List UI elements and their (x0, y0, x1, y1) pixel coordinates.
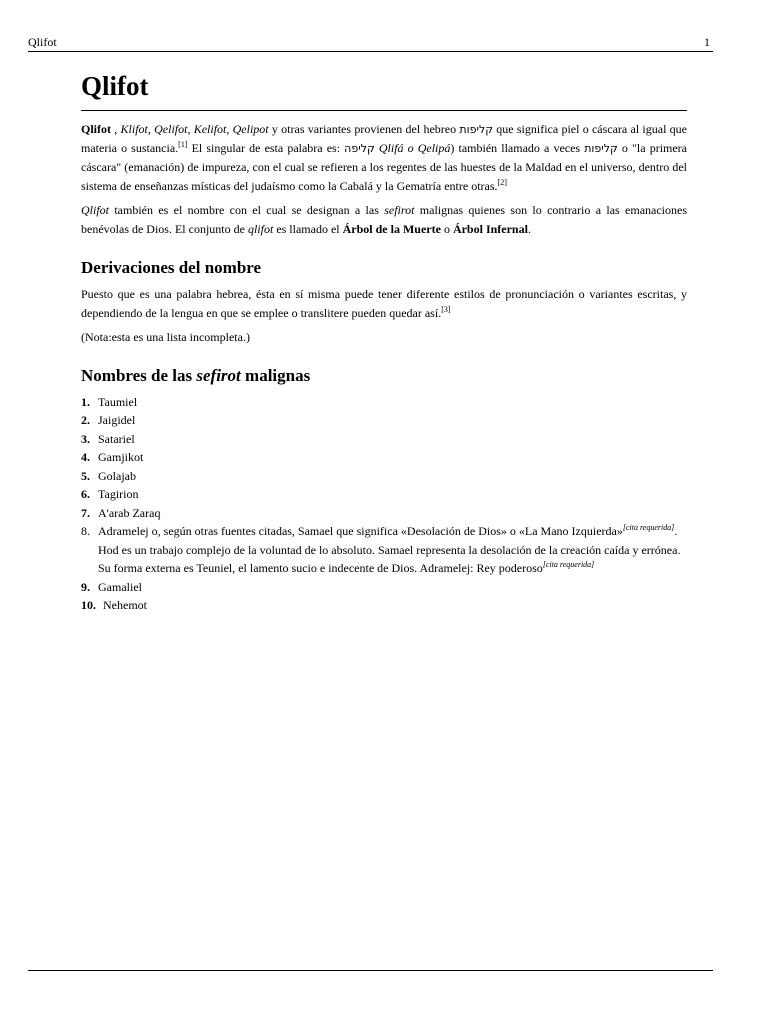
list-item (81, 578, 687, 597)
header-title: Qlifot (28, 35, 57, 49)
list-item-text: Golajab (98, 468, 136, 483)
list-item-text: Nehemot (103, 598, 147, 613)
intro-text-5: o "la primera cáscara" (emanación) de impureza, con el cual se refieren a los regentes de las huestes de la Maldad en el universo, dentro del sistema de enseñanzas místicas del judaísmo como la Cabalá y la Gematría entre otras. (81, 140, 688, 193)
item8-text-2: . Hod es un trabajo complejo de la voluntad de lo absoluto. Samael representa la desolación de la creación caída y errónea. Su forma externa es Teuniel, el lamento sucio e indecente de Dios. Adramelej: Rey poderoso (98, 524, 681, 576)
list-item-number: 1. (81, 394, 90, 409)
list-note: (Nota:esta es una lista incompleta.) (81, 329, 250, 344)
intro-term: Qlifot (81, 121, 111, 136)
list-item (81, 467, 687, 486)
ref-2-link[interactable]: [2] (497, 177, 507, 187)
list-item-text: A'arab Zaraq (98, 505, 161, 520)
intro-text-1: y otras variantes provienen del hebreo (268, 121, 460, 136)
hebrew-plural-2: קליפות (584, 141, 618, 155)
list-item (81, 485, 687, 504)
article-content (81, 70, 687, 615)
arbol-muerte-link[interactable]: Árbol de la Muerte (342, 221, 441, 236)
list-item (81, 411, 687, 430)
list-item (81, 448, 687, 467)
list-item-number: 3. (81, 431, 90, 446)
list-item-number: 9. (81, 579, 90, 594)
p2-sefirot: sefirot (384, 202, 415, 217)
list-item-number: 8. (81, 524, 90, 539)
list-item-adramelej (81, 522, 687, 578)
item8-text-1: Adramelej o, según otras fuentes citadas, Samael que significa «Desolación de Dios» o «La Mano Izquierda» (98, 524, 623, 539)
list-item-text: Jaigidel (98, 413, 136, 428)
p2-text-3: es llamado el (273, 221, 343, 236)
list-item (81, 430, 687, 449)
p2-qlifot: qlifot (247, 221, 274, 236)
list-item-number: 2. (81, 413, 90, 428)
list-item-text: Tagirion (98, 487, 139, 502)
heading-part-a: Nombres de las (81, 365, 197, 385)
intro-sep: , (111, 121, 121, 136)
list-item-text: Taumiel (98, 394, 138, 409)
p2-term: Qlifot (81, 202, 110, 217)
list-item-number: 4. (81, 450, 90, 465)
p2-text-4: o (440, 221, 453, 236)
cita-requerida-2[interactable]: [cita requerida] (542, 560, 595, 570)
intro-text-2: que significa piel o cáscara al igual que materia o sustancia. (81, 121, 688, 155)
footer-rule (28, 970, 713, 971)
p2-text-5: . (527, 221, 531, 236)
list-item (81, 504, 687, 523)
page-title: Qlifot (81, 70, 687, 111)
list-item-number: 7. (81, 505, 90, 520)
list-item-text: Gamjikot (98, 450, 144, 465)
list-item (81, 393, 687, 412)
heading-part-c: malignas (240, 365, 311, 385)
list-item (81, 596, 687, 615)
intro-variants: Klifot, Qelifot, Kelifot, Qelipot (120, 121, 269, 136)
section-derivaciones-heading: Derivaciones del nombre (81, 257, 262, 277)
p2-text-2: malignas quienes son lo contrario a las emanaciones benévolas de Dios. El conjunto de (81, 202, 688, 236)
second-paragraph (81, 201, 687, 239)
ref-3-link[interactable]: [3] (441, 304, 451, 314)
sefirot-list (81, 393, 687, 615)
list-item-number: 10. (81, 598, 96, 613)
heading-part-b: sefirot (196, 365, 241, 385)
intro-paragraph (81, 120, 687, 196)
page-header (28, 35, 713, 52)
section-nombres-heading (81, 365, 687, 387)
cita-requerida-1[interactable]: [cita requerida] (622, 523, 675, 533)
hebrew-singular: קליפה (344, 141, 375, 155)
page-number: 1 (704, 35, 710, 49)
singular-transliteration: Qlifá o Qelipá (378, 140, 451, 155)
list-item-number: 5. (81, 468, 90, 483)
list-item-number: 6. (81, 487, 90, 502)
arbol-infernal-link[interactable]: Árbol Infernal (452, 221, 528, 236)
hebrew-plural: קליפות (459, 122, 494, 136)
ref-1-link[interactable]: [1] (178, 139, 188, 149)
list-item-text: Satariel (98, 431, 135, 446)
derivaciones-text: Puesto que es una palabra hebrea, ésta en sí misma puede tener diferente estilos de pronunciación o variantes escritas, y dependiendo de la lengua en que se emplee o translitere pueden quedar así. (81, 286, 687, 320)
p2-text-1: también es el nombre con el cual se designan a las (109, 202, 385, 217)
list-item-text: Gamaliel (98, 579, 142, 594)
intro-text-3: El singular de esta palabra es: (187, 140, 345, 155)
intro-text-4: ) también llamado a veces (450, 140, 585, 155)
derivaciones-paragraph (81, 285, 687, 323)
